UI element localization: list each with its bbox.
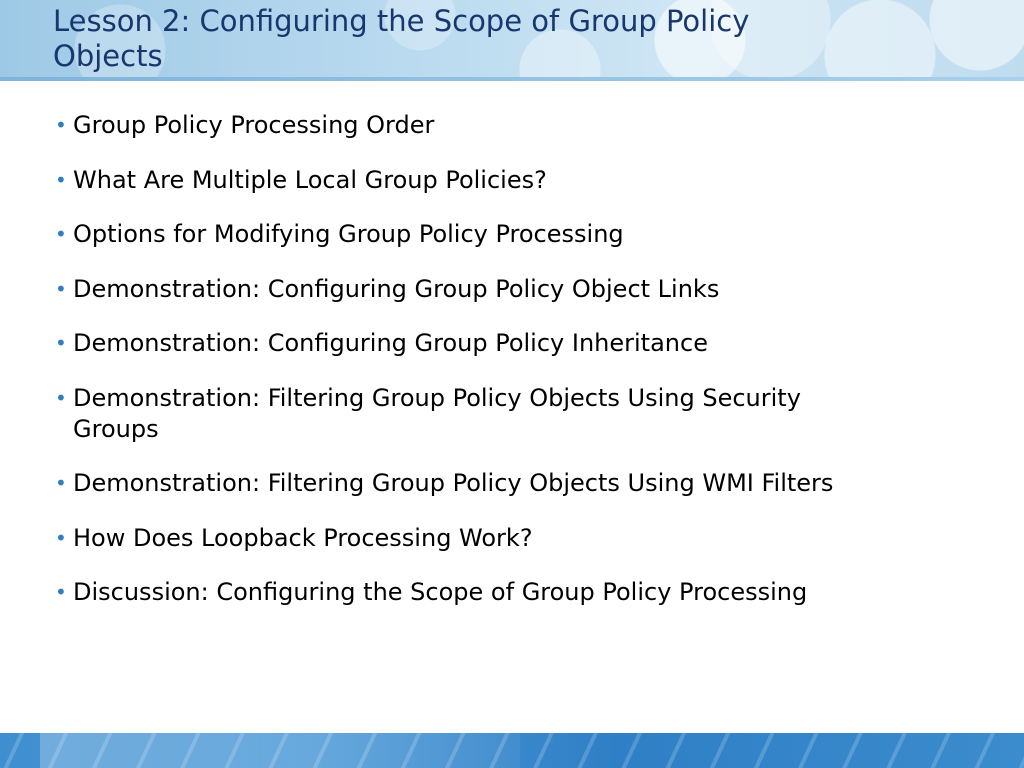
list-item — [53, 383, 873, 445]
bullet-dot-icon: • — [55, 385, 67, 410]
bullet-dot-icon: • — [55, 331, 67, 355]
bullet-dot-icon: • — [55, 276, 67, 301]
bullet-dot-icon: • — [55, 167, 67, 192]
list-item-text: Options for Modifying Group Policy Processing — [73, 220, 624, 248]
list-item — [53, 523, 873, 554]
slide-title: Lesson 2: Configuring the Scope of Group Policy Objects — [53, 4, 750, 73]
list-item-text: Demonstration: Configuring Group Policy Inheritance — [73, 329, 708, 357]
list-item — [53, 577, 873, 608]
bullet-list — [53, 110, 873, 632]
list-item — [53, 274, 873, 305]
header-banner — [0, 0, 1024, 81]
list-item-text: What Are Multiple Local Group Policies? — [73, 165, 547, 194]
list-item-text: Demonstration: Filtering Group Policy Objects Using WMI Filters — [73, 469, 834, 497]
bullet-dot-icon: • — [55, 222, 67, 246]
list-item — [53, 219, 873, 250]
list-item-text: How Does Loopback Processing Work? — [73, 523, 533, 552]
list-item-text: Demonstration: Configuring Group Policy Object Links — [73, 274, 720, 303]
list-item — [53, 328, 873, 359]
list-item-text: Group Policy Processing Order — [73, 111, 435, 139]
list-item — [53, 110, 873, 141]
bullet-dot-icon: • — [55, 525, 67, 550]
footer-strip — [0, 733, 1024, 768]
list-item-text: Discussion: Configuring the Scope of Group Policy Processing — [73, 578, 808, 606]
bullet-dot-icon: • — [55, 113, 67, 137]
bullet-dot-icon: • — [55, 580, 67, 604]
list-item — [53, 468, 873, 499]
list-item — [53, 165, 873, 196]
list-item-text: Demonstration: Filtering Group Policy Objects Using Security Groups — [73, 383, 801, 443]
bullet-dot-icon: • — [55, 471, 67, 495]
